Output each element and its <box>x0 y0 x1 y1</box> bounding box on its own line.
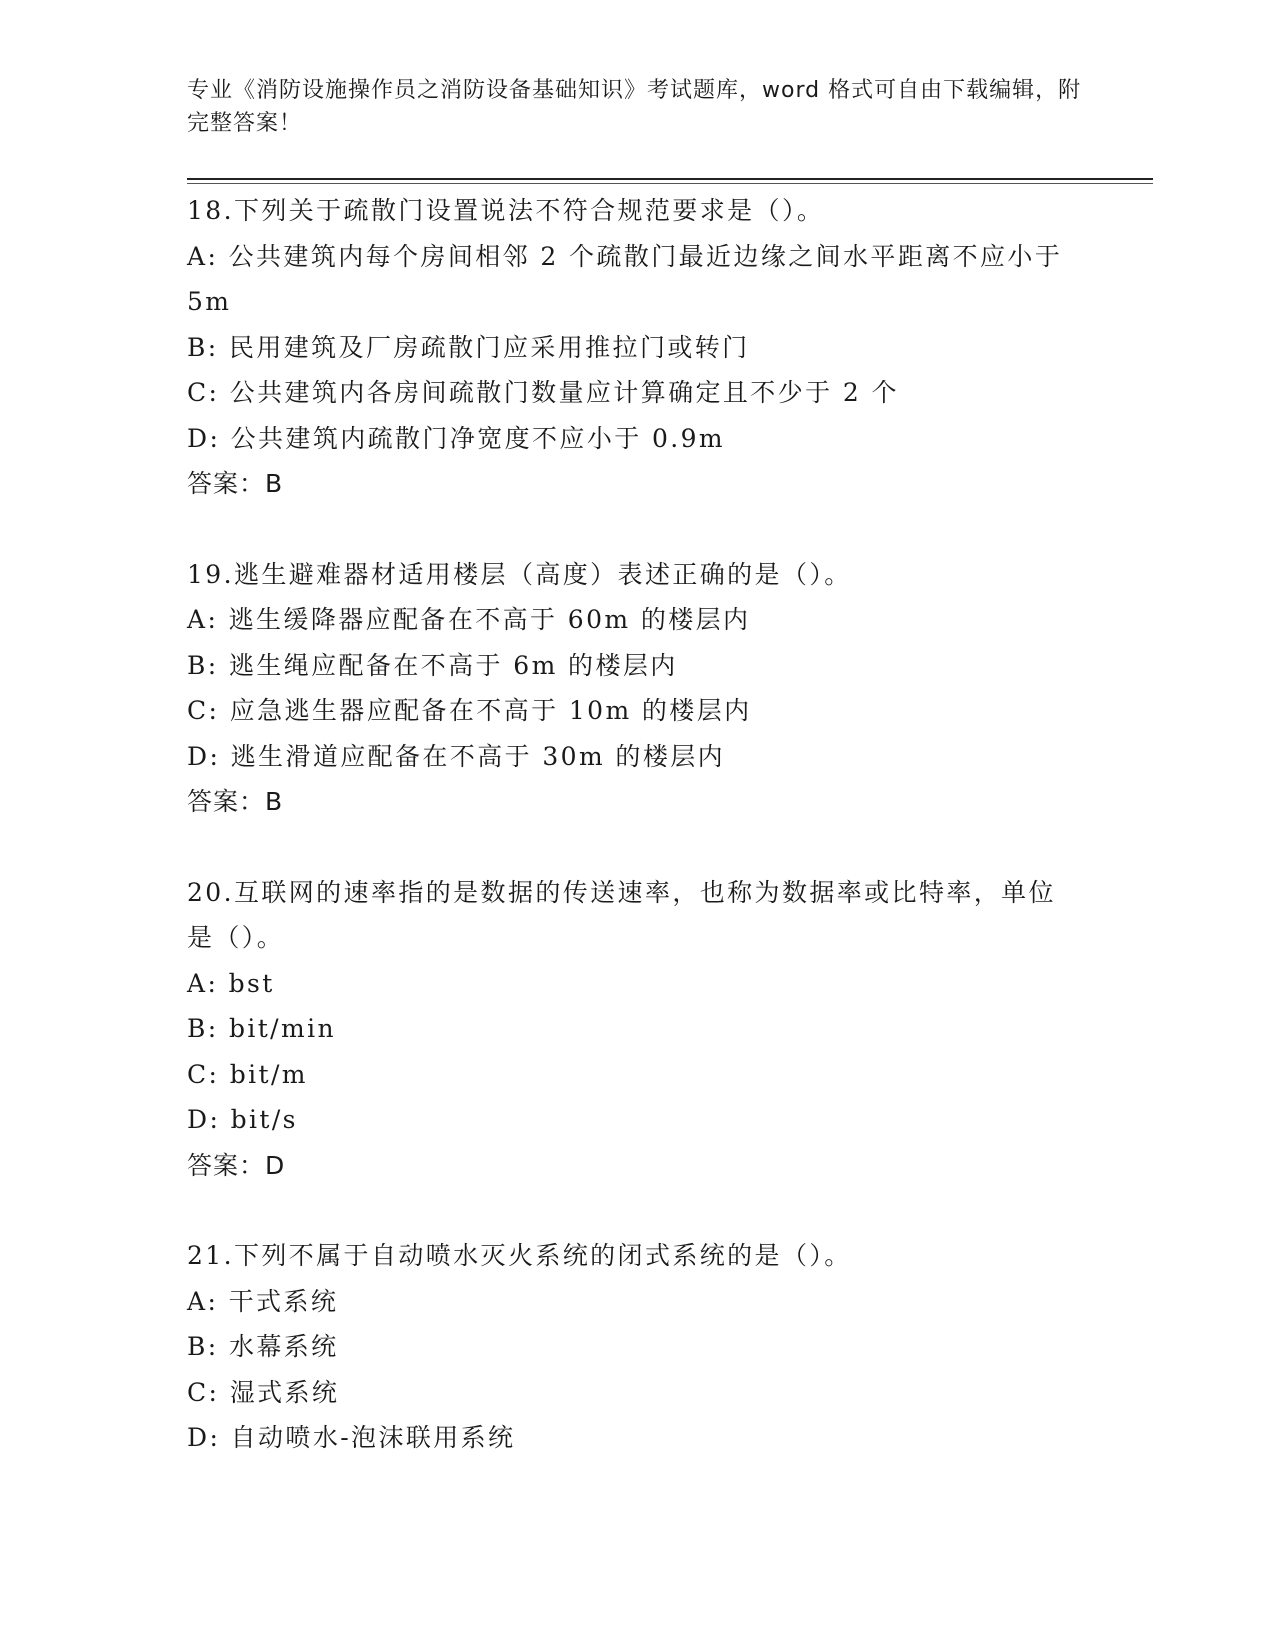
option-b: B: bit/min <box>187 1014 337 1043</box>
document-header: 专业《消防设施操作员之消防设备基础知识》考试题库，word 格式可自由下载编辑，附完整答案！ <box>187 78 1082 136</box>
question-list <box>187 188 1087 1506</box>
answer-label: 答案：B <box>187 787 284 816</box>
option-c: C: 应急逃生器应配备在不高于 10m 的楼层内 <box>187 696 752 725</box>
option-c: C: bit/m <box>187 1059 308 1089</box>
option-d: D: 自动喷水-泡沫联用系统 <box>187 1423 516 1452</box>
answer-label: 答案：B <box>187 469 284 498</box>
question-20 <box>187 870 1087 1189</box>
question-stem: 18.下列关于疏散门设置说法不符合规范要求是（）。 <box>187 196 825 225</box>
option-a: A: 逃生缓降器应配备在不高于 60m 的楼层内 <box>187 605 751 634</box>
header-divider-thin <box>187 183 1153 184</box>
option-a: A: 公共建筑内每个房间相邻 2 个疏散门最近边缘之间水平距离不应小于 5m <box>187 241 1063 316</box>
option-c: C: 公共建筑内各房间疏散门数量应计算确定且不少于 2 个 <box>187 378 899 407</box>
question-19 <box>187 552 1087 825</box>
option-b: B: 民用建筑及厂房疏散门应采用推拉门或转门 <box>187 332 750 362</box>
option-b: B: 水幕系统 <box>187 1332 339 1361</box>
header-divider-thick <box>187 178 1153 180</box>
option-d: D: bit/s <box>187 1105 298 1134</box>
option-d: D: 逃生滑道应配备在不高于 30m 的楼层内 <box>187 741 726 771</box>
option-a: A: 干式系统 <box>187 1286 339 1316</box>
answer-label: 答案：D <box>187 1150 286 1180</box>
option-b: B: 逃生绳应配备在不高于 6m 的楼层内 <box>187 650 678 680</box>
question-21 <box>187 1233 1087 1461</box>
question-stem: 20.互联网的速率指的是数据的传送速率，也称为数据率或比特率，单位是（）。 <box>187 877 1056 952</box>
option-d: D: 公共建筑内疏散门净宽度不应小于 0.9m <box>187 423 726 453</box>
question-18 <box>187 188 1087 507</box>
question-stem: 21.下列不属于自动喷水灭火系统的闭式系统的是（）。 <box>187 1241 852 1270</box>
option-a: A: bst <box>187 968 275 998</box>
option-c: C: 湿式系统 <box>187 1377 340 1407</box>
question-stem: 19.逃生避难器材适用楼层（高度）表述正确的是（）。 <box>187 559 852 589</box>
